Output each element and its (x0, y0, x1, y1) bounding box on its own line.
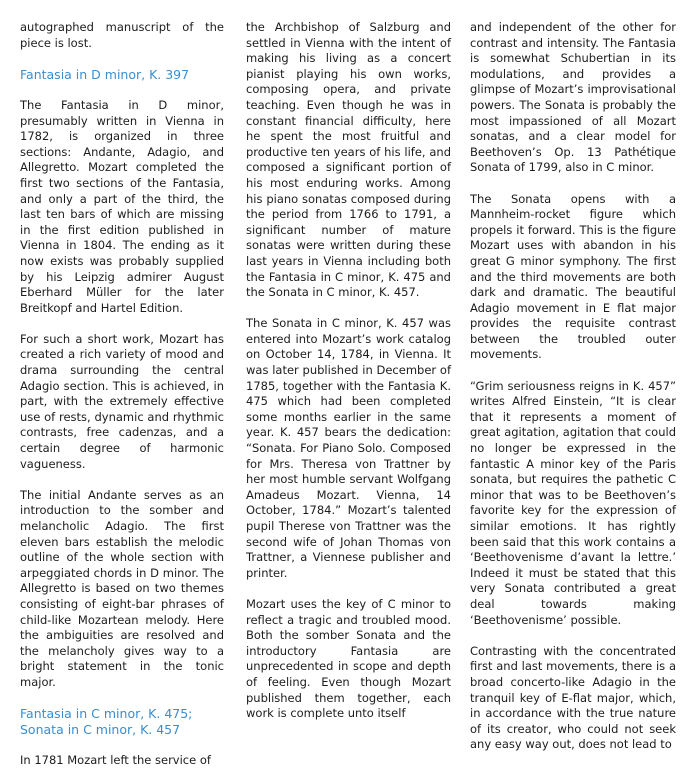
paragraph: Mozart uses the key of C minor to reflect a tragic and troubled mood. Both the somber Sonata and the introductory Fantasia are unprecedented in scope and depth of feeling. Even though Mozart published them together, each work is complete unto itself (246, 596, 451, 721)
paragraph: The initial Andante serves as an introduction to the somber and melancholic Adagio. The first eleven bars establish the melodic outline of the whole section with arpeggiated chords in D minor. The Allegretto is based on two themes consisting of eight-bar phrases of child-like Mozartean melody. Here the ambiguities are resolved and the melancholy gives way to a bright statement in the tonic major. (20, 487, 224, 689)
paragraph: and independent of the other for contrast and intensity. The Fantasia is somewhat Schubertian in its modulations, and provides a glimpse of Mozart’s improvisational powers. The Sonata is probably the most impassioned of all Mozart sonatas, and a clear model for Beethoven’s Op. 13 Pathétique Sonata of 1799, also in C minor. (470, 20, 676, 175)
paragraph: Contrasting with the concentrated first and last movements, there is a broad concerto-like Adagio in the tranquil key of E-flat major, which, in accordance with the true nature of its creator, who could not seek any easy way out, does not lead to (470, 643, 676, 752)
section-heading-line-2: Sonata in C minor, K. 457 (20, 721, 181, 737)
paragraph: In 1781 Mozart left the service of (20, 752, 211, 767)
paragraph: The Sonata in C minor, K. 457 was entered into Mozart’s work catalog on October 14, 1784, in Vienna. It was later published in December of 1785, together with the Fantasia K. 475 which had been completed some months earlier in the same year. K. 457 bears the dedication: “Sonata. For Piano Solo. Composed for Mrs. Theresa von Trattner by her most humble servant Wolfgang Amadeus Mozart. Vienna, 14 October, 1784.” Mozart’s talented pupil Therese von Trattner was the second wife of Johan Thomas von Trattner, a Viennese publisher and printer. (246, 316, 451, 580)
paragraph: The Fantasia in D minor, presumably written in Vienna in 1782, is organized in three sections: Andante, Adagio, and Allegretto. Mozart completed the first two sections of the Fantasia, and only a part of the third, the last ten bars of which are missing in the first edition published in Vienna in 1804. The ending as it now exists was probably supplied by his Leipzig admirer August Eberhard Müller for the later Breitkopf and Hartel Edition. (20, 97, 224, 315)
column-1 (20, 20, 224, 767)
paragraph: For such a short work, Mozart has created a rich variety of mood and drama surrounding the central Adagio section. This is achieved, in part, with the extremely effective use of rests, dynamic and rhythmic contrasts, free cadenzas, and a certain degree of harmonic vagueness. (20, 331, 224, 471)
paragraph: autographed manuscript of the piece is lost. (20, 20, 224, 50)
column-3 (470, 20, 676, 752)
section-heading (20, 706, 224, 737)
section-heading-line-1: Fantasia in C minor, K. 475; (20, 706, 193, 722)
paragraph: The Sonata opens with a Mannheim-rocket figure which propels it forward. This is the figure Mozart uses with abandon in his great G minor symphony. The first and the third movements are both dark and dramatic. The beautiful Adagio movement in E flat major provides the requisite contrast between the troubled outer movements. (470, 191, 676, 362)
section-heading: Fantasia in D minor, K. 397 (20, 66, 190, 82)
column-2 (246, 20, 451, 721)
paragraph: the Archbishop of Salzburg and settled in Vienna with the intent of making his living as a concert pianist playing his own works, composing opera, and private teaching. Even though he was in constant financial difficulty, here he spent the most fruitful and productive ten years of his life, and composed a significant portion of his most enduring works. Among his piano sonatas composed during the period from 1766 to 1791, a significant number of mature sonatas were written during these last years in Vienna including both the Fantasia in C minor, K. 475 and the Sonata in C minor, K. 457. (246, 20, 451, 300)
paragraph: “Grim seriousness reigns in K. 457” writes Alfred Einstein, “It is clear that it represents a moment of great agitation, agitation that could no longer be expressed in the fantastic A minor key of the Paris sonata, but requires the pathetic C minor that was to be Beethoven’s favorite key for the expression of similar emotions. It has rightly been said that this work contains a ‘Beethovenisme d’avant la lettre.’ Indeed it must be stated that this very Sonata contributed a great deal towards making ‘Beethovenisme’ possible. (470, 378, 676, 627)
